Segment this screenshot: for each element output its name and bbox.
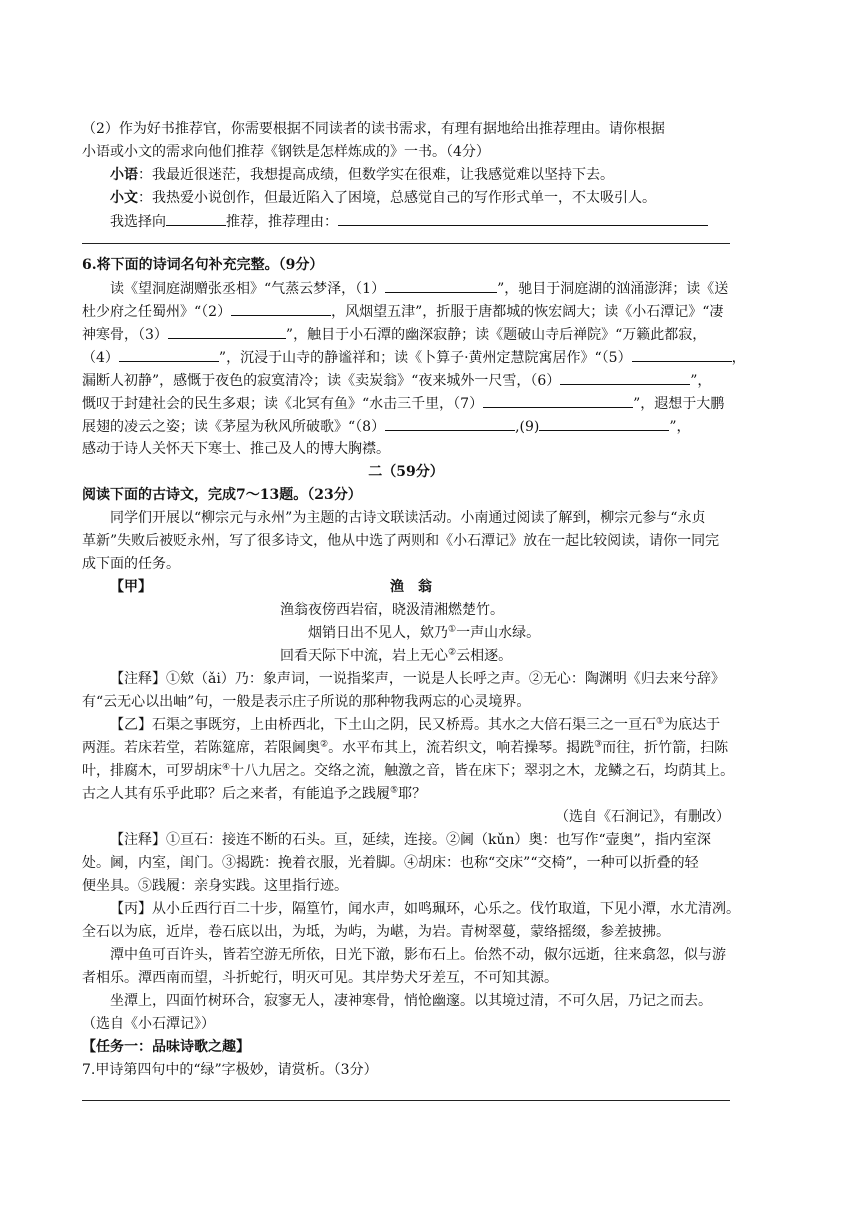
choose-suffix: 推荐，推荐理由： — [226, 214, 338, 230]
yi-text: 两涯。若床若堂，若陈筵席，若限阃奥 — [82, 740, 320, 756]
yi-text: 十八九居之。交络之流，触激之音，皆在床下；翠羽之木，龙鳞之石，均荫其上。 — [230, 763, 735, 779]
yi-line-4 — [82, 783, 730, 806]
yi-text: 为底达于 — [664, 717, 721, 733]
xiaowen-label: 小文 — [110, 190, 138, 206]
part2-heading: 二（59分） — [368, 464, 444, 480]
bing-line-2: 全石以为底，近岸，卷石底以出，为坻，为屿，为嵁，为岩。青树翠蔓，蒙络摇缀，参差披拂。 — [82, 924, 670, 940]
q6-text: （4） — [82, 350, 119, 366]
footnote-mark: ⑤ — [390, 785, 399, 796]
q7-text: 7.甲诗第四句中的“绿”字极妙，请赏析。（3分） — [82, 1062, 378, 1078]
task1-heading: 【任务一：品味诗歌之趣】 — [82, 1039, 250, 1055]
yi-line-3 — [82, 760, 735, 783]
yi-source: （选自《石涧记》，有删改） — [555, 809, 730, 825]
q6-line-8: 感动于诗人关怀天下寒士、推己及人的博大胸襟。 — [82, 441, 390, 457]
recipient-blank[interactable] — [166, 210, 226, 226]
jia-label: 【甲】 — [110, 579, 152, 595]
q6-text: ， — [731, 350, 746, 366]
yi-text: 叶，排腐木，可罗胡床 — [82, 763, 222, 779]
yi-text: 古之人其有乐乎此耶？后之来者，有能追予之践履 — [82, 786, 390, 802]
q6-line-3 — [82, 323, 730, 346]
q6-text: 读《望洞庭湖赠张丞相》“气蒸云梦泽，（1） — [110, 281, 386, 297]
footnote-mark: ④ — [222, 762, 231, 773]
xiaowen-text: ：我热爱小说创作，但最近陷入了困境，总感觉自己的写作形式单一，不太吸引人。 — [138, 190, 656, 206]
q6-text: ”， — [690, 373, 712, 389]
q6-text: ,(9) — [515, 419, 540, 435]
footnote-mark: ① — [448, 624, 457, 635]
blank-9[interactable] — [539, 415, 669, 431]
q6-line-4 — [82, 346, 746, 369]
footnote-mark: ② — [320, 739, 329, 750]
yi-note-3: 便坐具。⑤践履：亲身实践。这里指行迹。 — [82, 878, 348, 894]
q6-text: ”，沉浸于山寺的静谧祥和；读《卜算子·黄州定慧院寓居作》“（5） — [218, 350, 632, 366]
poem-line-1: 渔翁夜傍西岩宿，晓汲清湘燃楚竹。 — [280, 602, 504, 618]
answer-rule[interactable] — [82, 243, 730, 244]
q6-line-5 — [82, 369, 730, 392]
q6-text: 漏断人初静”，感慨于夜色的寂寞清冷；读《卖炭翁》“夜来城外一尺雪，（6） — [82, 373, 561, 389]
footnote-mark: ① — [656, 716, 665, 727]
q6-line-1 — [82, 277, 730, 300]
xiaoyu-text: ：我最近很迷茫，我想提高成绩，但数学实在很难，让我感觉难以坚持下去。 — [138, 167, 614, 183]
q6-text: 展翅的凌云之姿；读《茅屋为秋风所破歌》“（8） — [82, 419, 386, 435]
yi-text: 【乙】石渠之事既穷，上由桥西北，下土山之阴，民又桥焉。其水之大倍石渠三之一亘石 — [110, 717, 656, 733]
poem-text: 云相逐。 — [456, 648, 513, 664]
q6-heading: 6.将下面的诗词名句补充完整。（9分） — [82, 257, 324, 273]
footnote-mark: ② — [448, 647, 457, 658]
bing-line-3: 潭中鱼可百许头，皆若空游无所依，日光下澈，影布石上。佁然不动，俶尔远逝，往来翕忽，似与游 — [110, 947, 726, 963]
poem-text: 回看天际下中流，岩上无心 — [280, 648, 448, 664]
q6-text: ”，触目于小石潭的幽深寂静；读《题破山寺后禅院》“万籁此都寂， — [285, 327, 707, 343]
q5-xiaoyu-line — [82, 164, 730, 187]
q5-intro-line-2: 小语或小文的需求向他们推荐《钢铁是怎样炼成的》一书。（4分） — [82, 144, 490, 160]
activity-intro-1: 同学们开展以“柳宗元与永州”为主题的古诗文联读活动。小南通过阅读了解到，柳宗元参与“永贞 — [110, 510, 706, 526]
blank-5[interactable] — [632, 346, 732, 362]
jia-note-1: 【注释】①欸（ǎi）乃：象声词，一说指桨声，一说是人长呼之声。②无心：陶渊明《归去来兮辞》 — [110, 671, 725, 687]
bing-line-1: 【丙】从小丘西行百二十步，隔篁竹，闻水声，如鸣珮环，心乐之。伐竹取道，下见小潭，水尤清冽。 — [110, 901, 740, 917]
reason-blank[interactable] — [338, 210, 708, 226]
q5-xiaowen-line — [82, 187, 730, 210]
yi-line-1 — [82, 714, 730, 737]
xiaoyu-label: 小语 — [110, 167, 138, 183]
bing-line-5: 坐潭上，四面竹树环合，寂寥无人，凄神寒骨，悄怆幽邃。以其境过清，不可久居，乃记之而去。 — [110, 993, 712, 1009]
yi-text: 耶？ — [398, 786, 427, 802]
q6-text: 杜少府之任蜀州》“（2） — [82, 304, 232, 320]
yi-text: 而往，折竹箭，扫陈 — [602, 740, 729, 756]
bing-line-4: 者相乐。潭西南而望，斗折蛇行，明灭可见。其岸势犬牙差互，不可知其源。 — [82, 970, 558, 986]
blank-1[interactable] — [385, 277, 497, 293]
exam-page — [82, 118, 746, 1111]
blank-3[interactable] — [168, 323, 286, 339]
activity-intro-3: 成下面的任务。 — [82, 556, 180, 572]
q6-text: ”， — [669, 419, 691, 435]
poem-text: 烟销日出不见人，欸乃 — [308, 625, 448, 641]
poem-text: 一声山水绿。 — [456, 625, 541, 641]
q6-text: 神寒骨，（3） — [82, 327, 168, 343]
blank-2[interactable] — [231, 300, 331, 316]
poem-title: 渔翁 — [390, 579, 446, 595]
footnote-mark: ③ — [594, 739, 603, 750]
reading-heading: 阅读下面的古诗文，完成7～13题。（23分） — [82, 487, 362, 503]
q5-answer-line — [82, 210, 730, 233]
blank-7[interactable] — [483, 392, 633, 408]
blank-4[interactable] — [119, 346, 219, 362]
q6-line-2 — [82, 300, 730, 323]
q6-text: ，风烟望五津”，折服于唐都城的恢宏阔大；读《小石潭记》“凄 — [331, 304, 724, 320]
yi-line-2 — [82, 737, 730, 760]
q5-intro-line-1: （2）作为好书推荐官，你需要根据不同读者的读书需求，有理有据地给出推荐理由。请你根据 — [82, 121, 665, 137]
choose-prefix: 我选择向 — [110, 214, 166, 230]
q6-line-6 — [82, 392, 730, 415]
q6-line-7 — [82, 415, 730, 438]
yi-note-2: 处。阃，内室，闺门。③揭跣：挽着衣服，光着脚。④胡床：也称“交床”“交椅”，一种可以折叠的轻 — [82, 855, 699, 871]
yi-note-1: 【注释】①亘石：接连不断的石头。亘，延续，连接。②阃（kǔn）奥：也写作“壸奥”，指内室深 — [110, 832, 711, 848]
blank-6[interactable] — [560, 369, 690, 385]
q6-text: ”，遐想于大鹏 — [633, 396, 725, 412]
blank-8[interactable] — [385, 415, 515, 431]
q6-text: 慨叹于封建社会的民生多艰；读《北冥有鱼》“水击三千里，（7） — [82, 396, 484, 412]
activity-intro-2: 革新”失败后被贬永州，写了很多诗文，他从中选了两则和《小石潭记》放在一起比较阅读，请你一同完 — [82, 533, 720, 549]
q6-text: ”，驰目于洞庭湖的汹涌澎湃；读《送 — [497, 281, 729, 297]
bing-source: （选自《小石潭记》） — [82, 1016, 215, 1032]
yi-text: 。水平布其上，流若织文，响若操琴。揭跣 — [328, 740, 595, 756]
jia-note-2: 有“云无心以出岫”句，一般是表示庄子所说的那种物我两忘的心灵境界。 — [82, 694, 531, 710]
q7-answer-rule[interactable] — [82, 1100, 730, 1101]
jia-title-line — [82, 576, 730, 599]
poem-line-3 — [82, 645, 730, 668]
poem-line-2 — [82, 622, 730, 645]
